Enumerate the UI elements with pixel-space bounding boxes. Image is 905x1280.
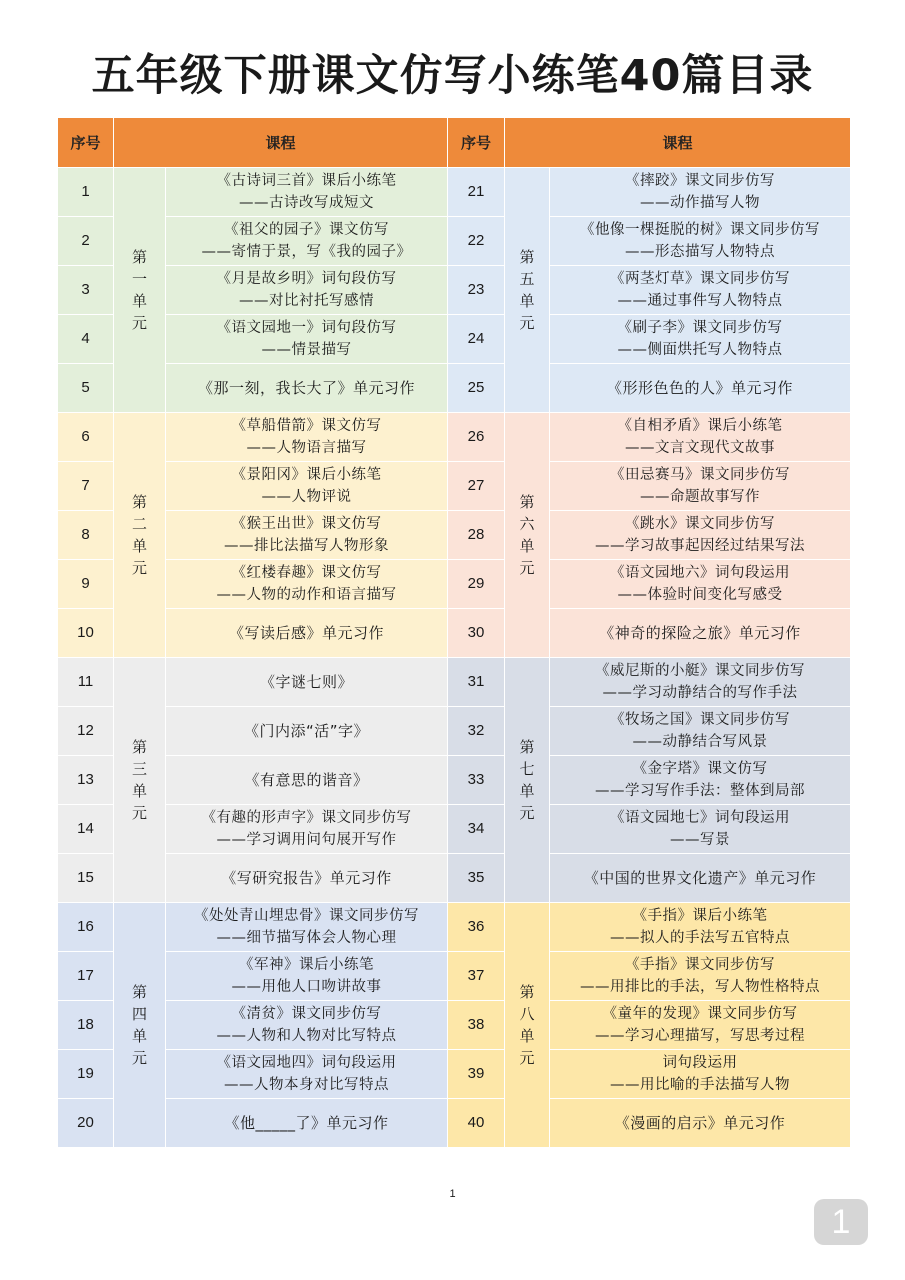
unit-label-char: 单 xyxy=(131,537,147,555)
course-cell xyxy=(166,1001,448,1050)
course-title: 《田忌赛马》课文同步仿写 xyxy=(610,467,791,483)
row-number: 21 xyxy=(448,168,505,217)
course-title: 《手指》课文同步仿写 xyxy=(625,957,776,973)
unit-label-char: 元 xyxy=(519,314,535,332)
course-cell xyxy=(550,903,851,952)
course-subtitle: ——写景 xyxy=(670,832,731,848)
unit-label-char: 单 xyxy=(131,292,147,310)
row-number: 4 xyxy=(58,315,114,364)
table-row xyxy=(58,756,851,805)
course-title: 《手指》课后小练笔 xyxy=(632,908,768,924)
row-number: 20 xyxy=(58,1099,114,1148)
row-number: 29 xyxy=(448,560,505,609)
course-cell xyxy=(550,1050,851,1099)
header-no-left: 序号 xyxy=(58,118,114,168)
course-title: 词句段运用 xyxy=(662,1055,738,1071)
course-title: 《语文园地一》词句段仿写 xyxy=(216,320,397,336)
course-cell xyxy=(550,707,851,756)
course-subtitle: ——古诗改写成短文 xyxy=(239,195,374,211)
row-number: 27 xyxy=(448,462,505,511)
course-cell xyxy=(550,364,851,413)
page-badge[interactable]: 1 xyxy=(814,1199,868,1245)
row-number: 3 xyxy=(58,266,114,315)
unit-label-char: 单 xyxy=(519,292,535,310)
course-subtitle: ——动作描写人物 xyxy=(640,195,761,211)
course-title: 《语文园地四》词句段运用 xyxy=(216,1055,397,1071)
course-title: 《形形色色的人》单元习作 xyxy=(607,379,794,397)
row-number: 12 xyxy=(58,707,114,756)
course-cell xyxy=(166,462,448,511)
row-number: 23 xyxy=(448,266,505,315)
row-number: 35 xyxy=(448,854,505,903)
course-cell xyxy=(166,413,448,462)
course-title: 《古诗词三首》课后小练笔 xyxy=(216,173,397,189)
row-number: 36 xyxy=(448,903,505,952)
row-number: 6 xyxy=(58,413,114,462)
table-row xyxy=(58,805,851,854)
course-title: 《景阳冈》课后小练笔 xyxy=(231,467,382,483)
course-title: 《跳水》课文同步仿写 xyxy=(625,516,776,532)
course-cell xyxy=(550,1099,851,1148)
course-cell xyxy=(166,168,448,217)
course-cell xyxy=(550,609,851,658)
course-cell xyxy=(550,1001,851,1050)
catalog-table xyxy=(57,117,851,1148)
unit-label xyxy=(114,658,166,903)
course-title: 《两茎灯草》课文同步仿写 xyxy=(610,271,791,287)
course-subtitle: ——学习写作手法：整体到局部 xyxy=(595,783,806,799)
course-cell xyxy=(166,707,448,756)
table-row xyxy=(58,266,851,315)
course-cell xyxy=(166,1099,448,1148)
course-subtitle: ——人物和人物对比写特点 xyxy=(216,1028,397,1044)
table-row xyxy=(58,413,851,462)
course-cell xyxy=(550,854,851,903)
course-subtitle: ——细节描写体会人物心理 xyxy=(216,930,397,946)
course-cell xyxy=(550,266,851,315)
course-subtitle: ——学习故事起因经过结果写法 xyxy=(595,538,806,554)
course-title: 《清贫》课文同步仿写 xyxy=(231,1006,382,1022)
course-cell xyxy=(166,217,448,266)
course-cell xyxy=(550,413,851,462)
course-cell xyxy=(550,952,851,1001)
unit-label xyxy=(114,413,166,658)
course-subtitle: ——学习心理描写，写思考过程 xyxy=(595,1028,806,1044)
table-header-row xyxy=(58,118,851,168)
course-cell xyxy=(550,168,851,217)
course-cell xyxy=(550,511,851,560)
unit-label-char: 第 xyxy=(519,248,535,266)
table-row xyxy=(58,168,851,217)
course-title: 《月是故乡明》词句段仿写 xyxy=(216,271,397,287)
course-title: 《那一刻，我长大了》单元习作 xyxy=(198,379,416,397)
header-course-left: 课程 xyxy=(114,118,448,168)
unit-label-char: 六 xyxy=(519,515,535,533)
course-cell xyxy=(166,315,448,364)
course-subtitle: ——体验时间变化写感受 xyxy=(617,587,783,603)
table-row xyxy=(58,952,851,1001)
course-title: 《神奇的探险之旅》单元习作 xyxy=(599,624,801,642)
table-body xyxy=(58,168,851,1148)
unit-label-char: 元 xyxy=(131,559,147,577)
unit-label-char: 元 xyxy=(519,559,535,577)
unit-label xyxy=(505,658,550,903)
course-subtitle: ——用排比的手法，写人物性格特点 xyxy=(580,979,821,995)
course-cell xyxy=(166,903,448,952)
course-subtitle: ——通过事件写人物特点 xyxy=(617,293,783,309)
row-number: 40 xyxy=(448,1099,505,1148)
unit-label-char: 五 xyxy=(519,270,535,288)
course-cell xyxy=(166,805,448,854)
row-number: 37 xyxy=(448,952,505,1001)
course-subtitle: ——学习动静结合的写作手法 xyxy=(602,685,798,701)
course-title: 《他像一棵挺脱的树》课文同步仿写 xyxy=(580,222,821,238)
course-cell xyxy=(166,560,448,609)
course-title: 《门内添“活”字》 xyxy=(243,722,370,740)
row-number: 14 xyxy=(58,805,114,854)
table-row xyxy=(58,854,851,903)
row-number: 16 xyxy=(58,903,114,952)
unit-label xyxy=(114,168,166,413)
row-number: 1 xyxy=(58,168,114,217)
table-row xyxy=(58,903,851,952)
course-subtitle: ——人物语言描写 xyxy=(246,440,367,456)
course-subtitle: ——文言文现代文故事 xyxy=(625,440,776,456)
unit-label-char: 二 xyxy=(131,515,147,533)
course-cell xyxy=(550,756,851,805)
course-title: 《有趣的形声字》课文同步仿写 xyxy=(201,810,412,826)
table-row xyxy=(58,609,851,658)
course-cell xyxy=(166,609,448,658)
unit-label-char: 元 xyxy=(519,804,535,822)
row-number: 13 xyxy=(58,756,114,805)
unit-label-char: 七 xyxy=(519,760,535,778)
table-row xyxy=(58,462,851,511)
course-cell xyxy=(166,952,448,1001)
course-cell xyxy=(166,756,448,805)
unit-label xyxy=(505,413,550,658)
row-number: 2 xyxy=(58,217,114,266)
row-number: 26 xyxy=(448,413,505,462)
course-subtitle: ——对比衬托写感情 xyxy=(239,293,374,309)
course-title: 《祖父的园子》课文仿写 xyxy=(224,222,389,238)
course-subtitle: ——侧面烘托写人物特点 xyxy=(617,342,783,358)
course-cell xyxy=(166,1050,448,1099)
course-title: 《字谜七则》 xyxy=(260,673,354,691)
unit-label-char: 单 xyxy=(519,782,535,800)
table-row xyxy=(58,707,851,756)
unit-label xyxy=(505,903,550,1148)
unit-label-char: 单 xyxy=(131,782,147,800)
row-number: 25 xyxy=(448,364,505,413)
page-number: 1 xyxy=(449,1188,456,1200)
course-cell xyxy=(550,462,851,511)
row-number: 10 xyxy=(58,609,114,658)
row-number: 30 xyxy=(448,609,505,658)
unit-label-char: 第 xyxy=(131,248,147,266)
course-title: 《军神》课后小练笔 xyxy=(239,957,374,973)
table-row xyxy=(58,1001,851,1050)
course-cell xyxy=(550,560,851,609)
course-cell xyxy=(550,217,851,266)
row-number: 28 xyxy=(448,511,505,560)
course-subtitle: ——用他人口吻讲故事 xyxy=(231,979,382,995)
course-cell xyxy=(166,511,448,560)
course-title: 《处处青山埋忠骨》课文同步仿写 xyxy=(194,908,419,924)
unit-label-char: 第 xyxy=(131,983,147,1001)
course-title: 《他_____了》单元习作 xyxy=(224,1114,389,1132)
row-number: 24 xyxy=(448,315,505,364)
table-row xyxy=(58,658,851,707)
unit-label-char: 第 xyxy=(131,738,147,756)
row-number: 39 xyxy=(448,1050,505,1099)
course-subtitle: ——人物的动作和语言描写 xyxy=(216,587,397,603)
course-subtitle: ——命题故事写作 xyxy=(640,489,761,505)
course-title: 《红楼春趣》课文仿写 xyxy=(231,565,382,581)
unit-label-char: 元 xyxy=(131,1049,147,1067)
course-cell xyxy=(550,315,851,364)
table-row xyxy=(58,560,851,609)
row-number: 22 xyxy=(448,217,505,266)
unit-label-char: 三 xyxy=(131,760,147,778)
course-subtitle: ——拟人的手法写五官特点 xyxy=(610,930,791,946)
row-number: 11 xyxy=(58,658,114,707)
course-title: 《语文园地七》词句段运用 xyxy=(610,810,791,826)
row-number: 7 xyxy=(58,462,114,511)
unit-label-char: 第 xyxy=(519,493,535,511)
row-number: 8 xyxy=(58,511,114,560)
table-row xyxy=(58,511,851,560)
unit-label-char: 八 xyxy=(519,1005,535,1023)
row-number: 33 xyxy=(448,756,505,805)
course-title: 《金字塔》课文仿写 xyxy=(632,761,768,777)
unit-label-char: 单 xyxy=(131,1027,147,1045)
table-row xyxy=(58,1099,851,1148)
unit-label-char: 四 xyxy=(131,1005,147,1023)
course-title: 《漫画的启示》单元习作 xyxy=(614,1114,786,1132)
row-number: 18 xyxy=(58,1001,114,1050)
course-cell xyxy=(550,805,851,854)
unit-label xyxy=(505,168,550,413)
course-title: 《写研究报告》单元习作 xyxy=(221,869,392,887)
course-title: 《自相矛盾》课后小练笔 xyxy=(617,418,783,434)
course-cell xyxy=(166,364,448,413)
unit-label-char: 一 xyxy=(131,270,147,288)
row-number: 17 xyxy=(58,952,114,1001)
course-cell xyxy=(166,658,448,707)
course-subtitle: ——学习调用问句展开写作 xyxy=(216,832,397,848)
unit-label-char: 元 xyxy=(519,1049,535,1067)
course-cell xyxy=(166,854,448,903)
course-title: 《童年的发现》课文同步仿写 xyxy=(602,1006,798,1022)
unit-label xyxy=(114,903,166,1148)
course-cell xyxy=(550,658,851,707)
course-subtitle: ——寄情于景，写《我的园子》 xyxy=(201,244,412,260)
row-number: 32 xyxy=(448,707,505,756)
row-number: 5 xyxy=(58,364,114,413)
table-row xyxy=(58,364,851,413)
row-number: 9 xyxy=(58,560,114,609)
table-row xyxy=(58,1050,851,1099)
course-subtitle: ——形态描写人物特点 xyxy=(625,244,776,260)
header-course-right: 课程 xyxy=(505,118,851,168)
course-subtitle: ——动静结合写风景 xyxy=(632,734,768,750)
row-number: 34 xyxy=(448,805,505,854)
course-title: 《有意思的谐音》 xyxy=(244,771,369,789)
course-cell xyxy=(166,266,448,315)
course-subtitle: ——人物本身对比写特点 xyxy=(224,1077,389,1093)
course-subtitle: ——用比喻的手法描写人物 xyxy=(610,1077,791,1093)
row-number: 15 xyxy=(58,854,114,903)
unit-label-char: 单 xyxy=(519,1027,535,1045)
course-title: 《牧场之国》课文同步仿写 xyxy=(610,712,791,728)
unit-label-char: 第 xyxy=(519,983,535,1001)
course-title: 《刷子李》课文同步仿写 xyxy=(617,320,783,336)
unit-label-char: 元 xyxy=(131,314,147,332)
unit-label-char: 第 xyxy=(519,738,535,756)
course-title: 《猴王出世》课文仿写 xyxy=(231,516,382,532)
row-number: 38 xyxy=(448,1001,505,1050)
course-title: 《写读后感》单元习作 xyxy=(229,624,385,642)
course-subtitle: ——排比法描写人物形象 xyxy=(224,538,389,554)
course-title: 《威尼斯的小艇》课文同步仿写 xyxy=(595,663,806,679)
row-number: 19 xyxy=(58,1050,114,1099)
unit-label-char: 单 xyxy=(519,537,535,555)
course-subtitle: ——情景描写 xyxy=(261,342,352,358)
table-row xyxy=(58,217,851,266)
table-row xyxy=(58,315,851,364)
header-no-right: 序号 xyxy=(448,118,505,168)
course-title: 《摔跤》课文同步仿写 xyxy=(625,173,776,189)
page-title: 五年级下册课文仿写小练笔40篇目录 xyxy=(91,51,814,101)
unit-label-char: 元 xyxy=(131,804,147,822)
course-title: 《草船借箭》课文仿写 xyxy=(231,418,382,434)
course-title: 《中国的世界文化遗产》单元习作 xyxy=(583,869,817,887)
row-number: 31 xyxy=(448,658,505,707)
course-subtitle: ——人物评说 xyxy=(261,489,352,505)
unit-label-char: 第 xyxy=(131,493,147,511)
course-title: 《语文园地六》词句段运用 xyxy=(610,565,791,581)
